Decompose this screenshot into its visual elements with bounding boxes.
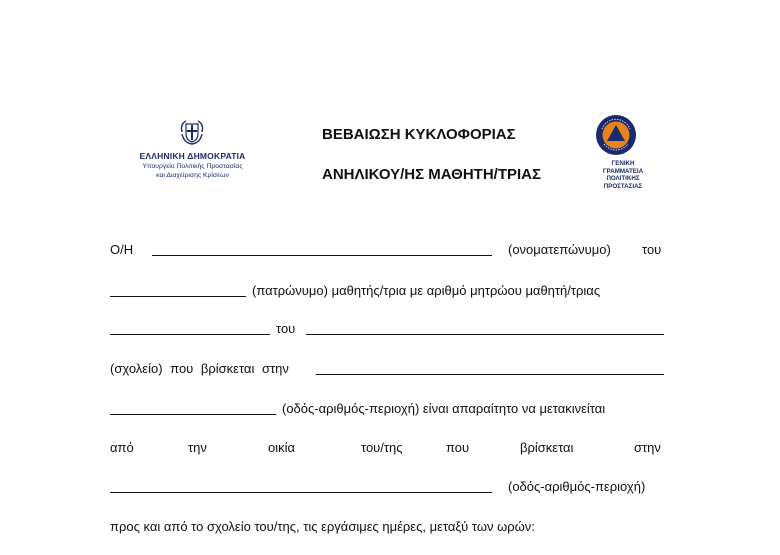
- full-name-label: (ονοματεπώνυμο): [508, 242, 611, 257]
- home-address-label: (οδός-αριθμός-περιοχή): [508, 479, 646, 494]
- form-line-3: [110, 320, 664, 338]
- civil-protection-logo-icon: [595, 114, 637, 156]
- ministry-subtitle: [115, 162, 270, 180]
- of-label: του: [642, 242, 662, 257]
- ministry-subtitle-line2: και Διαχείρισης Κρίσεων: [156, 172, 229, 179]
- form-line-1: [110, 241, 664, 259]
- form-line-5: [110, 400, 664, 418]
- form-line-2: [110, 282, 664, 300]
- form-line-4: [110, 360, 664, 378]
- form-line-7: [110, 478, 664, 496]
- father-name-label: (πατρώνυμο) μαθητής/τρια με αριθμό μητρώου μαθητή/τριας: [252, 283, 601, 298]
- word-tin: την: [188, 440, 207, 455]
- ministry-name: ΕΛΛΗΝΙΚΗ ΔΗΜΟΚΡΑΤΙΑ: [139, 151, 246, 161]
- school-street-field[interactable]: [110, 414, 276, 415]
- school-label: (σχολείο) που βρίσκεται στην: [110, 361, 289, 376]
- schedule-label: προς και από το σχολείο του/της, τις εργάσιμες ημέρες, μεταξύ των ωρών:: [110, 519, 535, 534]
- greek-coat-of-arms-icon: [177, 118, 207, 146]
- father-name-field[interactable]: [110, 296, 246, 297]
- word-stin: στην: [634, 440, 661, 455]
- of-school-label: του: [276, 321, 296, 336]
- school-address-field[interactable]: [316, 374, 664, 375]
- school-name-field[interactable]: [306, 334, 664, 335]
- full-name-field[interactable]: [152, 255, 492, 256]
- word-oikia: οικία: [268, 440, 296, 455]
- address-required-label: (οδός-αριθμός-περιοχή) είναι απαραίτητο να μετακινείται: [282, 401, 606, 416]
- secretariat-name: [592, 160, 654, 190]
- home-address-field[interactable]: [110, 492, 492, 493]
- ministry-subtitle-line1: Υπουργείο Πολιτικής Προστασίας: [142, 163, 243, 170]
- document-title-line1: ΒΕΒΑΙΩΣΗ ΚΥΚΛΟΦΟΡΙΑΣ: [322, 126, 516, 143]
- word-tou-tis: του/της: [361, 440, 403, 455]
- document-title-line2: ΑΝΗΛΙΚΟΥ/ΗΣ ΜΑΘΗΤΗ/ΤΡΙΑΣ: [322, 166, 541, 183]
- word-apo: από: [110, 440, 134, 455]
- secretariat-line1: ΓΕΝΙΚΗ ΓΡΑΜΜΑΤΕΙΑ: [602, 160, 644, 175]
- form-line-6: [110, 439, 664, 457]
- word-vrisketai: βρίσκεται: [520, 440, 574, 455]
- secretariat-line2: ΠΟΛΙΤΙΚΗΣ ΠΡΟΣΤΑΣΙΑΣ: [603, 175, 643, 190]
- form-line-8: [110, 518, 664, 536]
- word-pou: που: [446, 440, 470, 455]
- registry-number-field[interactable]: [110, 334, 270, 335]
- form-prefix-label: Ο/Η: [110, 242, 134, 257]
